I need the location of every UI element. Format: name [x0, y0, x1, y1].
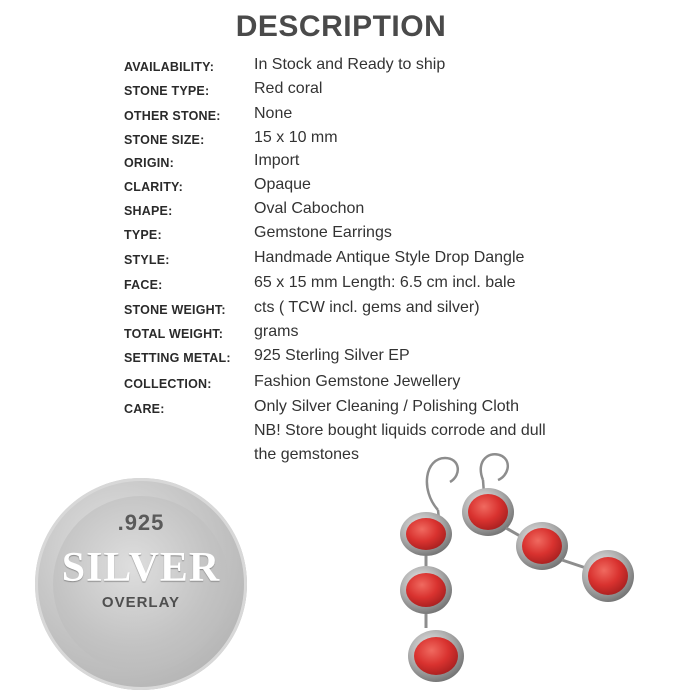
coral-stone	[522, 528, 562, 564]
coral-stone	[406, 573, 446, 607]
spec-label: SHAPE:	[124, 204, 173, 218]
page-title: DESCRIPTION	[235, 10, 447, 43]
spec-row	[0, 398, 700, 422]
spec-label: FACE:	[124, 278, 163, 292]
spec-row	[0, 299, 700, 323]
spec-row	[0, 249, 700, 273]
spec-value: In Stock and Ready to ship	[254, 56, 446, 73]
spec-label: TYPE:	[124, 228, 162, 242]
badge-purity: .925	[117, 510, 165, 535]
coral-stone	[406, 518, 446, 550]
spec-value: grams	[254, 323, 299, 340]
coral-stone	[414, 637, 458, 675]
care-note-line: the gemstones	[254, 446, 359, 463]
spec-row	[0, 323, 700, 347]
spec-value: Gemstone Earrings	[254, 224, 392, 241]
spec-value: Red coral	[254, 80, 323, 97]
spec-label: AVAILABILITY:	[124, 60, 215, 74]
left-earring	[400, 512, 464, 682]
spec-label: CLARITY:	[124, 180, 183, 194]
spec-row	[0, 152, 700, 176]
right-ear-hook	[481, 454, 508, 494]
spec-row	[0, 274, 700, 298]
spec-row	[0, 176, 700, 200]
care-note-line: NB! Store bought liquids corrode and dull	[254, 422, 546, 439]
spec-row	[0, 105, 700, 129]
spec-value: cts ( TCW incl. gems and silver)	[254, 299, 480, 316]
spec-value: Oval Cabochon	[254, 200, 365, 217]
spec-value: 65 x 15 mm Length: 6.5 cm incl. bale	[254, 274, 516, 291]
spec-label: COLLECTION:	[124, 377, 212, 391]
spec-value: Only Silver Cleaning / Polishing Cloth	[254, 398, 520, 415]
spec-value: Handmade Antique Style Drop Dangle	[254, 249, 525, 266]
earrings-product-image	[380, 450, 680, 700]
spec-value: 925 Sterling Silver EP	[254, 347, 410, 364]
spec-label: SETTING METAL:	[124, 351, 231, 365]
spec-value: Import	[254, 152, 300, 169]
spec-value: 15 x 10 mm	[254, 129, 338, 146]
coral-stone	[588, 557, 628, 595]
spec-label: ORIGIN:	[124, 156, 175, 170]
spec-value: Fashion Gemstone Jewellery	[254, 373, 461, 390]
spec-label: STONE TYPE:	[124, 84, 210, 98]
spec-row	[0, 200, 700, 224]
spec-row	[0, 56, 700, 80]
spec-row	[0, 80, 700, 104]
spec-label: OTHER STONE:	[124, 109, 221, 123]
spec-row	[0, 347, 700, 371]
spec-label: STONE SIZE:	[124, 133, 205, 147]
spec-label: STYLE:	[124, 253, 170, 267]
silver-overlay-badge	[35, 478, 247, 690]
badge-silver-text: SILVER	[61, 545, 221, 591]
spec-value: None	[254, 105, 293, 122]
right-earring	[462, 488, 634, 602]
spec-label: TOTAL WEIGHT:	[124, 327, 224, 341]
spec-value: Opaque	[254, 176, 311, 193]
spec-row	[0, 224, 700, 248]
spec-label: CARE:	[124, 402, 165, 416]
spec-label: STONE WEIGHT:	[124, 303, 226, 317]
coral-stone	[468, 494, 508, 530]
spec-row	[0, 373, 700, 397]
spec-row	[0, 129, 700, 153]
badge-overlay-text: OVERLAY	[101, 594, 181, 611]
